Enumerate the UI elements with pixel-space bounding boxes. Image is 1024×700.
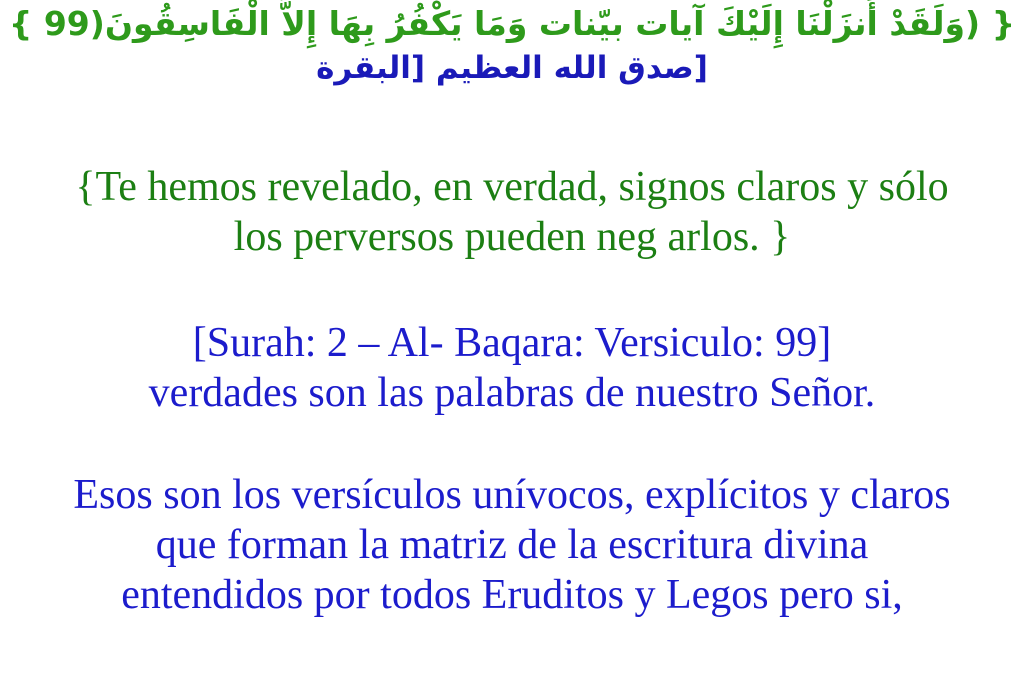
spanish-verse — [0, 162, 1024, 262]
explanation-line: entendidos por todos Eruditos y Legos pero si, — [121, 572, 903, 618]
spanish-reference — [0, 318, 1024, 418]
spanish-verse-line: {Te hemos revelado, en verdad, signos claros y sólo — [75, 164, 949, 210]
spanish-explanation — [0, 470, 1024, 620]
arabic-source: [صدق الله العظيم [البقرة — [316, 50, 708, 86]
reference-line: verdades son las palabras de nuestro Señor. — [148, 370, 876, 416]
reference-line: [Surah: 2 – Al- Baqara: Versiculo: 99] — [192, 320, 832, 366]
explanation-line: que forman la matriz de la escritura divina — [155, 522, 869, 568]
spanish-verse-line: los perversos pueden neg arlos. } — [233, 214, 791, 260]
explanation-line: Esos son los versículos unívocos, explícitos y claros — [73, 472, 951, 518]
arabic-verse: { (وَلَقَدْ أَنزَلْنَا إِلَيْكَ آيات بيّنات وَمَا يَكْفُرُ بِهَا إِلاَّ الْفَاسِقُونَ(99 } — [8, 4, 1016, 43]
